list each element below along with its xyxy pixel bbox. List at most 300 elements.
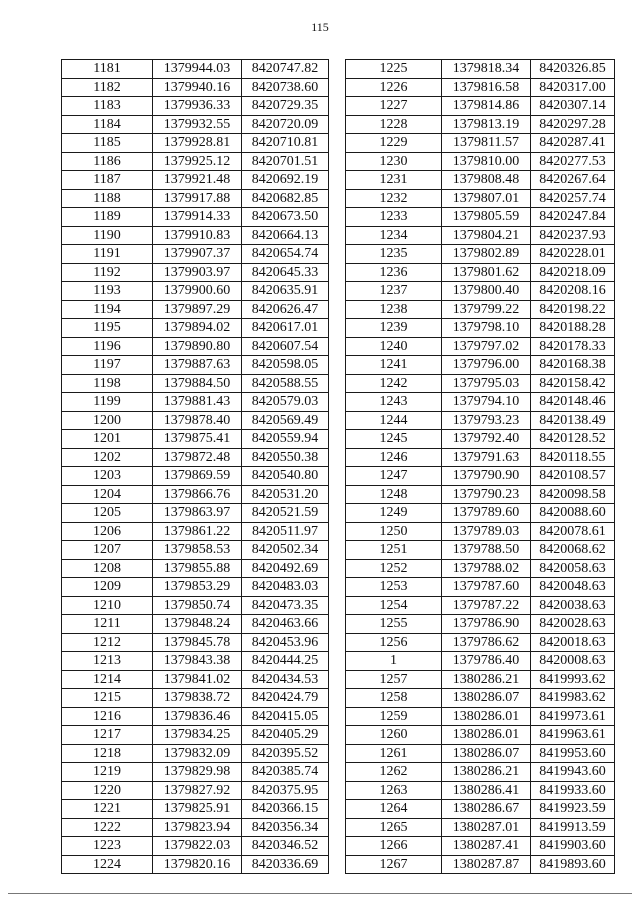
y-coordinate-cell: 8420247.84 — [531, 208, 615, 227]
table-row — [62, 171, 329, 190]
point-number-cell: 1226 — [346, 78, 442, 97]
y-coordinate-cell: 8420540.80 — [242, 467, 329, 486]
x-coordinate-cell: 1379925.12 — [153, 152, 242, 171]
table-row — [62, 448, 329, 467]
y-coordinate-cell: 8420277.53 — [531, 152, 615, 171]
y-coordinate-cell: 8420434.53 — [242, 670, 329, 689]
y-coordinate-cell: 8420267.64 — [531, 171, 615, 190]
point-number-cell: 1241 — [346, 356, 442, 375]
point-number-cell: 1264 — [346, 800, 442, 819]
table-row — [346, 800, 615, 819]
point-number-cell: 1254 — [346, 596, 442, 615]
y-coordinate-cell: 8420531.20 — [242, 485, 329, 504]
point-number-cell: 1181 — [62, 60, 153, 79]
point-number-cell: 1265 — [346, 818, 442, 837]
x-coordinate-cell: 1379928.81 — [153, 134, 242, 153]
table-row — [346, 430, 615, 449]
table-row — [346, 97, 615, 116]
x-coordinate-cell: 1379796.00 — [442, 356, 531, 375]
table-row — [346, 633, 615, 652]
y-coordinate-cell: 8419903.60 — [531, 837, 615, 856]
x-coordinate-cell: 1379861.22 — [153, 522, 242, 541]
x-coordinate-cell: 1379797.02 — [442, 337, 531, 356]
x-coordinate-cell: 1379887.63 — [153, 356, 242, 375]
y-coordinate-cell: 8420598.05 — [242, 356, 329, 375]
x-coordinate-cell: 1379814.86 — [442, 97, 531, 116]
point-number-cell: 1239 — [346, 319, 442, 338]
point-number-cell: 1238 — [346, 300, 442, 319]
x-coordinate-cell: 1379932.55 — [153, 115, 242, 134]
x-coordinate-cell: 1379813.19 — [442, 115, 531, 134]
table-row — [62, 800, 329, 819]
y-coordinate-cell: 8420048.63 — [531, 578, 615, 597]
x-coordinate-cell: 1379787.22 — [442, 596, 531, 615]
table-row — [62, 670, 329, 689]
table-row — [346, 522, 615, 541]
table-row — [346, 245, 615, 264]
table-row — [346, 855, 615, 874]
y-coordinate-cell: 8420346.52 — [242, 837, 329, 856]
y-coordinate-cell: 8420405.29 — [242, 726, 329, 745]
x-coordinate-cell: 1380287.87 — [442, 855, 531, 874]
point-number-cell: 1220 — [62, 781, 153, 800]
y-coordinate-cell: 8420307.14 — [531, 97, 615, 116]
x-coordinate-cell: 1379903.97 — [153, 263, 242, 282]
table-row — [62, 689, 329, 708]
point-number-cell: 1267 — [346, 855, 442, 874]
x-coordinate-cell: 1379914.33 — [153, 208, 242, 227]
table-row — [346, 337, 615, 356]
point-number-cell: 1199 — [62, 393, 153, 412]
y-coordinate-cell: 8419963.61 — [531, 726, 615, 745]
table-row — [346, 485, 615, 504]
y-coordinate-cell: 8420287.41 — [531, 134, 615, 153]
table-row — [62, 485, 329, 504]
table-row — [62, 134, 329, 153]
table-row — [346, 578, 615, 597]
x-coordinate-cell: 1379917.88 — [153, 189, 242, 208]
x-coordinate-cell: 1380286.41 — [442, 781, 531, 800]
point-number-cell: 1234 — [346, 226, 442, 245]
table-row — [62, 578, 329, 597]
y-coordinate-cell: 8420701.51 — [242, 152, 329, 171]
y-coordinate-cell: 8420088.60 — [531, 504, 615, 523]
x-coordinate-cell: 1379808.48 — [442, 171, 531, 190]
point-number-cell: 1198 — [62, 374, 153, 393]
table-row — [62, 652, 329, 671]
point-number-cell: 1246 — [346, 448, 442, 467]
x-coordinate-cell: 1379900.60 — [153, 282, 242, 301]
y-coordinate-cell: 8419993.62 — [531, 670, 615, 689]
point-number-cell: 1253 — [346, 578, 442, 597]
table-row — [62, 781, 329, 800]
table-row — [62, 763, 329, 782]
table-row — [62, 374, 329, 393]
table-row — [346, 837, 615, 856]
x-coordinate-cell: 1379811.57 — [442, 134, 531, 153]
table-row — [62, 504, 329, 523]
x-coordinate-cell: 1379795.03 — [442, 374, 531, 393]
x-coordinate-cell: 1379798.10 — [442, 319, 531, 338]
y-coordinate-cell: 8420444.25 — [242, 652, 329, 671]
table-row — [346, 152, 615, 171]
y-coordinate-cell: 8420673.50 — [242, 208, 329, 227]
point-number-cell: 1243 — [346, 393, 442, 412]
point-number-cell: 1193 — [62, 282, 153, 301]
x-coordinate-cell: 1379820.16 — [153, 855, 242, 874]
x-coordinate-cell: 1379845.78 — [153, 633, 242, 652]
page-number: 115 — [311, 20, 329, 34]
x-coordinate-cell: 1379838.72 — [153, 689, 242, 708]
x-coordinate-cell: 1379799.22 — [442, 300, 531, 319]
y-coordinate-cell: 8420366.15 — [242, 800, 329, 819]
table-row — [62, 152, 329, 171]
point-number-cell: 1214 — [62, 670, 153, 689]
y-coordinate-cell: 8420317.00 — [531, 78, 615, 97]
y-coordinate-cell: 8420579.03 — [242, 393, 329, 412]
point-number-cell: 1230 — [346, 152, 442, 171]
y-coordinate-cell: 8420038.63 — [531, 596, 615, 615]
y-coordinate-cell: 8420511.97 — [242, 522, 329, 541]
y-coordinate-cell: 8420028.63 — [531, 615, 615, 634]
y-coordinate-cell: 8419983.62 — [531, 689, 615, 708]
table-row — [346, 670, 615, 689]
x-coordinate-cell: 1380286.21 — [442, 670, 531, 689]
x-coordinate-cell: 1379823.94 — [153, 818, 242, 837]
point-number-cell: 1208 — [62, 559, 153, 578]
x-coordinate-cell: 1379793.23 — [442, 411, 531, 430]
point-number-cell: 1240 — [346, 337, 442, 356]
y-coordinate-cell: 8420738.60 — [242, 78, 329, 97]
point-number-cell: 1202 — [62, 448, 153, 467]
x-coordinate-cell: 1379858.53 — [153, 541, 242, 560]
y-coordinate-cell: 8420078.61 — [531, 522, 615, 541]
point-number-cell: 1212 — [62, 633, 153, 652]
point-number-cell: 1197 — [62, 356, 153, 375]
point-number-cell: 1224 — [62, 855, 153, 874]
y-coordinate-cell: 8420415.05 — [242, 707, 329, 726]
point-number-cell: 1211 — [62, 615, 153, 634]
table-row — [62, 226, 329, 245]
point-number-cell: 1188 — [62, 189, 153, 208]
y-coordinate-cell: 8420473.35 — [242, 596, 329, 615]
x-coordinate-cell: 1379788.50 — [442, 541, 531, 560]
y-coordinate-cell: 8420148.46 — [531, 393, 615, 412]
point-number-cell: 1228 — [346, 115, 442, 134]
point-number-cell: 1261 — [346, 744, 442, 763]
x-coordinate-cell: 1379786.40 — [442, 652, 531, 671]
y-coordinate-cell: 8420492.69 — [242, 559, 329, 578]
table-row — [346, 615, 615, 634]
y-coordinate-cell: 8420626.47 — [242, 300, 329, 319]
table-row — [62, 596, 329, 615]
table-row — [346, 411, 615, 430]
point-number-cell: 1191 — [62, 245, 153, 264]
y-coordinate-cell: 8420664.13 — [242, 226, 329, 245]
point-number-cell: 1250 — [346, 522, 442, 541]
point-number-cell: 1242 — [346, 374, 442, 393]
x-coordinate-cell: 1380286.01 — [442, 707, 531, 726]
y-coordinate-cell: 8419913.59 — [531, 818, 615, 837]
x-coordinate-cell: 1379841.02 — [153, 670, 242, 689]
table-row — [346, 744, 615, 763]
point-number-cell: 1218 — [62, 744, 153, 763]
point-number-cell: 1258 — [346, 689, 442, 708]
y-coordinate-cell: 8420559.94 — [242, 430, 329, 449]
x-coordinate-cell: 1379786.90 — [442, 615, 531, 634]
table-row — [62, 245, 329, 264]
point-number-cell: 1222 — [62, 818, 153, 837]
point-number-cell: 1184 — [62, 115, 153, 134]
y-coordinate-cell: 8420635.91 — [242, 282, 329, 301]
x-coordinate-cell: 1379829.98 — [153, 763, 242, 782]
y-coordinate-cell: 8420502.34 — [242, 541, 329, 560]
table-row — [62, 559, 329, 578]
y-coordinate-cell: 8420058.63 — [531, 559, 615, 578]
point-number-cell: 1233 — [346, 208, 442, 227]
point-number-cell: 1185 — [62, 134, 153, 153]
table-row — [62, 337, 329, 356]
table-row — [346, 208, 615, 227]
x-coordinate-cell: 1379832.09 — [153, 744, 242, 763]
y-coordinate-cell: 8420178.33 — [531, 337, 615, 356]
x-coordinate-cell: 1379843.38 — [153, 652, 242, 671]
y-coordinate-cell: 8420569.49 — [242, 411, 329, 430]
x-coordinate-cell: 1380286.67 — [442, 800, 531, 819]
y-coordinate-cell: 8420424.79 — [242, 689, 329, 708]
table-row — [62, 818, 329, 837]
y-coordinate-cell: 8420710.81 — [242, 134, 329, 153]
table-row — [346, 226, 615, 245]
point-number-cell: 1252 — [346, 559, 442, 578]
point-number-cell: 1257 — [346, 670, 442, 689]
x-coordinate-cell: 1379810.00 — [442, 152, 531, 171]
x-coordinate-cell: 1379910.83 — [153, 226, 242, 245]
x-coordinate-cell: 1379921.48 — [153, 171, 242, 190]
table-row — [62, 726, 329, 745]
point-number-cell: 1201 — [62, 430, 153, 449]
table-row — [346, 115, 615, 134]
x-coordinate-cell: 1379855.88 — [153, 559, 242, 578]
x-coordinate-cell: 1379940.16 — [153, 78, 242, 97]
point-number-cell: 1190 — [62, 226, 153, 245]
table-row — [62, 115, 329, 134]
y-coordinate-cell: 8420138.49 — [531, 411, 615, 430]
point-number-cell: 1256 — [346, 633, 442, 652]
y-coordinate-cell: 8420550.38 — [242, 448, 329, 467]
point-number-cell: 1189 — [62, 208, 153, 227]
y-coordinate-cell: 8420463.66 — [242, 615, 329, 634]
x-coordinate-cell: 1379853.29 — [153, 578, 242, 597]
coordinates-table-left — [61, 59, 329, 874]
x-coordinate-cell: 1379869.59 — [153, 467, 242, 486]
x-coordinate-cell: 1379786.62 — [442, 633, 531, 652]
x-coordinate-cell: 1379818.34 — [442, 60, 531, 79]
y-coordinate-cell: 8420453.96 — [242, 633, 329, 652]
y-coordinate-cell: 8420068.62 — [531, 541, 615, 560]
table-row — [62, 707, 329, 726]
point-number-cell: 1227 — [346, 97, 442, 116]
point-number-cell: 1232 — [346, 189, 442, 208]
table-row — [346, 448, 615, 467]
table-row — [346, 300, 615, 319]
x-coordinate-cell: 1379787.60 — [442, 578, 531, 597]
point-number-cell: 1247 — [346, 467, 442, 486]
table-row — [62, 319, 329, 338]
y-coordinate-cell: 8419953.60 — [531, 744, 615, 763]
table-row — [346, 596, 615, 615]
table-row — [346, 726, 615, 745]
x-coordinate-cell: 1379894.02 — [153, 319, 242, 338]
y-coordinate-cell: 8420385.74 — [242, 763, 329, 782]
x-coordinate-cell: 1379827.92 — [153, 781, 242, 800]
point-number-cell: 1225 — [346, 60, 442, 79]
table-row — [62, 78, 329, 97]
x-coordinate-cell: 1379807.01 — [442, 189, 531, 208]
table-row — [62, 522, 329, 541]
y-coordinate-cell: 8419893.60 — [531, 855, 615, 874]
y-coordinate-cell: 8420098.58 — [531, 485, 615, 504]
point-number-cell: 1216 — [62, 707, 153, 726]
y-coordinate-cell: 8420168.38 — [531, 356, 615, 375]
y-coordinate-cell: 8420158.42 — [531, 374, 615, 393]
point-number-cell: 1205 — [62, 504, 153, 523]
point-number-cell: 1182 — [62, 78, 153, 97]
table-row — [62, 467, 329, 486]
x-coordinate-cell: 1379790.90 — [442, 467, 531, 486]
point-number-cell: 1245 — [346, 430, 442, 449]
point-number-cell: 1215 — [62, 689, 153, 708]
x-coordinate-cell: 1379866.76 — [153, 485, 242, 504]
point-number-cell: 1235 — [346, 245, 442, 264]
y-coordinate-cell: 8419943.60 — [531, 763, 615, 782]
x-coordinate-cell: 1379848.24 — [153, 615, 242, 634]
x-coordinate-cell: 1379878.40 — [153, 411, 242, 430]
x-coordinate-cell: 1379789.60 — [442, 504, 531, 523]
table-row — [62, 615, 329, 634]
point-number-cell: 1209 — [62, 578, 153, 597]
y-coordinate-cell: 8420747.82 — [242, 60, 329, 79]
point-number-cell: 1244 — [346, 411, 442, 430]
x-coordinate-cell: 1379850.74 — [153, 596, 242, 615]
x-coordinate-cell: 1379802.89 — [442, 245, 531, 264]
x-coordinate-cell: 1379897.29 — [153, 300, 242, 319]
y-coordinate-cell: 8420607.54 — [242, 337, 329, 356]
y-coordinate-cell: 8420720.09 — [242, 115, 329, 134]
y-coordinate-cell: 8420257.74 — [531, 189, 615, 208]
x-coordinate-cell: 1379800.40 — [442, 282, 531, 301]
y-coordinate-cell: 8420108.57 — [531, 467, 615, 486]
y-coordinate-cell: 8420228.01 — [531, 245, 615, 264]
y-coordinate-cell: 8420356.34 — [242, 818, 329, 837]
y-coordinate-cell: 8420018.63 — [531, 633, 615, 652]
point-number-cell: 1263 — [346, 781, 442, 800]
point-number-cell: 1251 — [346, 541, 442, 560]
table-row — [346, 393, 615, 412]
point-number-cell: 1203 — [62, 467, 153, 486]
y-coordinate-cell: 8420118.55 — [531, 448, 615, 467]
point-number-cell: 1237 — [346, 282, 442, 301]
table-row — [62, 855, 329, 874]
y-coordinate-cell: 8420208.16 — [531, 282, 615, 301]
table-row — [346, 134, 615, 153]
point-number-cell: 1249 — [346, 504, 442, 523]
y-coordinate-cell: 8420729.35 — [242, 97, 329, 116]
x-coordinate-cell: 1379789.03 — [442, 522, 531, 541]
y-coordinate-cell: 8420128.52 — [531, 430, 615, 449]
point-number-cell: 1207 — [62, 541, 153, 560]
point-number-cell: 1210 — [62, 596, 153, 615]
y-coordinate-cell: 8419933.60 — [531, 781, 615, 800]
point-number-cell: 1186 — [62, 152, 153, 171]
table-row — [62, 430, 329, 449]
point-number-cell: 1229 — [346, 134, 442, 153]
x-coordinate-cell: 1379825.91 — [153, 800, 242, 819]
x-coordinate-cell: 1379791.63 — [442, 448, 531, 467]
table-row — [62, 356, 329, 375]
table-row — [346, 652, 615, 671]
y-coordinate-cell: 8420237.93 — [531, 226, 615, 245]
point-number-cell: 1194 — [62, 300, 153, 319]
x-coordinate-cell: 1379872.48 — [153, 448, 242, 467]
table-row — [62, 744, 329, 763]
point-number-cell: 1213 — [62, 652, 153, 671]
x-coordinate-cell: 1379801.62 — [442, 263, 531, 282]
x-coordinate-cell: 1379863.97 — [153, 504, 242, 523]
table-row — [62, 300, 329, 319]
x-coordinate-cell: 1379907.37 — [153, 245, 242, 264]
table-row — [346, 263, 615, 282]
table-row — [62, 393, 329, 412]
x-coordinate-cell: 1379890.80 — [153, 337, 242, 356]
table-row — [62, 541, 329, 560]
table-row — [346, 319, 615, 338]
table-row — [62, 282, 329, 301]
y-coordinate-cell: 8420588.55 — [242, 374, 329, 393]
y-coordinate-cell: 8420297.28 — [531, 115, 615, 134]
table-row — [346, 189, 615, 208]
table-row — [346, 541, 615, 560]
table-row — [346, 282, 615, 301]
table-row — [346, 781, 615, 800]
y-coordinate-cell: 8420692.19 — [242, 171, 329, 190]
point-number-cell: 1255 — [346, 615, 442, 634]
point-number-cell: 1206 — [62, 522, 153, 541]
point-number-cell: 1223 — [62, 837, 153, 856]
point-number-cell: 1262 — [346, 763, 442, 782]
y-coordinate-cell: 8420617.01 — [242, 319, 329, 338]
y-coordinate-cell: 8420336.69 — [242, 855, 329, 874]
x-coordinate-cell: 1380287.41 — [442, 837, 531, 856]
table-row — [346, 707, 615, 726]
table-row — [346, 171, 615, 190]
y-coordinate-cell: 8420188.28 — [531, 319, 615, 338]
point-number-cell: 1204 — [62, 485, 153, 504]
point-number-cell: 1187 — [62, 171, 153, 190]
x-coordinate-cell: 1380287.01 — [442, 818, 531, 837]
x-coordinate-cell: 1379881.43 — [153, 393, 242, 412]
table-row — [346, 78, 615, 97]
point-number-cell: 1192 — [62, 263, 153, 282]
page-bottom-rule — [8, 893, 632, 894]
point-number-cell: 1200 — [62, 411, 153, 430]
y-coordinate-cell: 8420008.63 — [531, 652, 615, 671]
table-row — [346, 763, 615, 782]
point-number-cell: 1217 — [62, 726, 153, 745]
table-row — [346, 356, 615, 375]
table-row — [62, 633, 329, 652]
y-coordinate-cell: 8420395.52 — [242, 744, 329, 763]
